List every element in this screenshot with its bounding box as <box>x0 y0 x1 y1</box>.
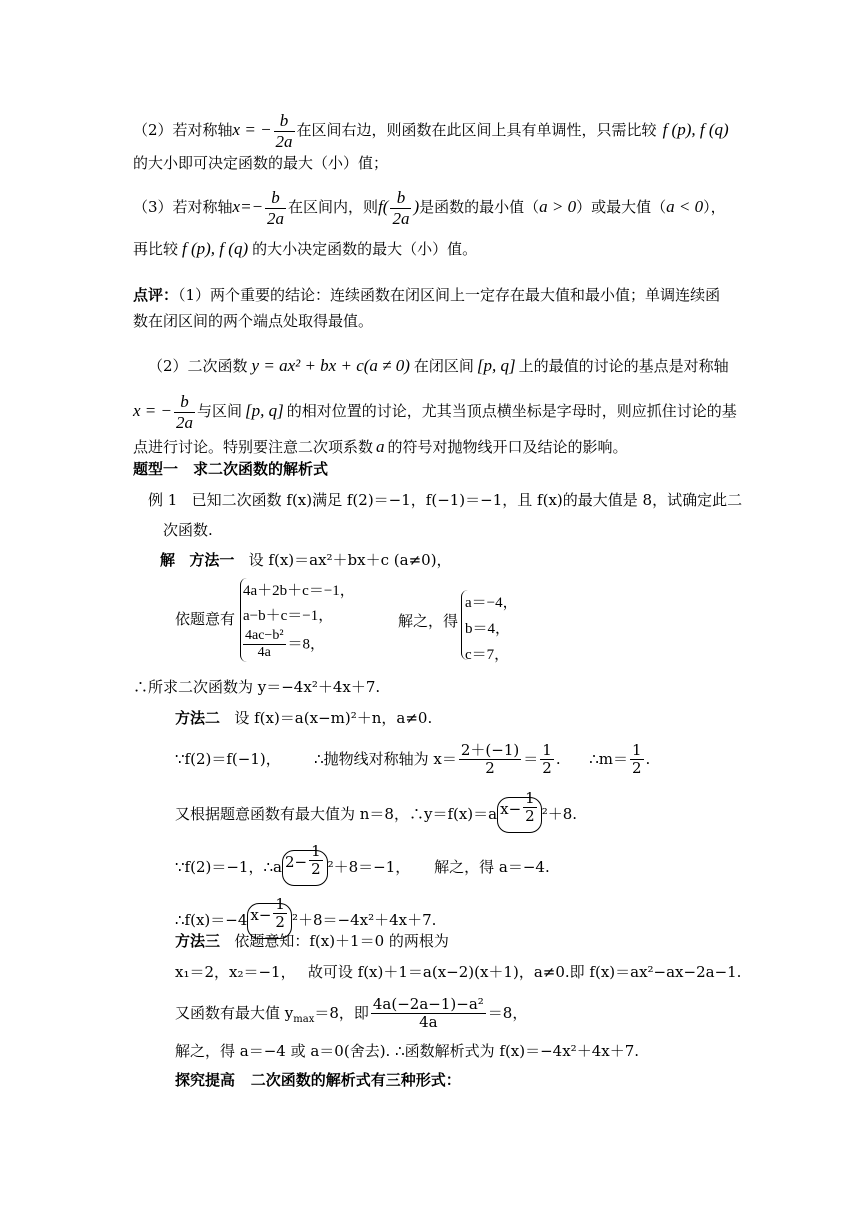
comment-line2: 数在闭区间的两个端点处取得最值。 <box>133 312 374 330</box>
method3-line2: x₁＝2，x₂＝−1， 故可设 f(x)＋1＝a(x−2)(x＋1)，a≠0.即 f(x)＝ax²−ax−2a−1. <box>175 963 742 981</box>
tanjiu-line: 探究提高 二次函数的解析式有三种形式： <box>175 1071 461 1089</box>
example-line2: 次函数. <box>163 521 213 539</box>
method2-line5: ∴f(x)＝−4 x− $\frac{1}{2}$ ²＋8＝−4x²＋4x＋7. <box>175 903 436 939</box>
paren-group: 2− $\frac{1}{2}$ <box>282 850 328 886</box>
method3-line3: 又函数有最大值 $y_{max}=8$，即 $\frac{\text{4a(−2a−1)−a²}}{4a}$ ＝8， <box>175 995 528 1032</box>
p3-line1: （3）若对称轴x=− $\frac{b}{2a}$ 在区间内，则f( $\frac{b}{2a}$ )是函数的最小值（a > 0）或最大值（a < 0）， <box>133 188 726 228</box>
comment-p2-line3: 点进行讨论。特别要注意二次项系数 a 的符号对抛物线开口及结论的影响。 <box>133 437 628 456</box>
comment-p2-line2: x = − $\frac{b}{2a}$ 与区间 [p, q] 的相对位置的讨论，尤其当顶点横坐标是字母时，则应抓住讨论的基 <box>133 392 737 432</box>
yitiyiyou: 依题意有 <box>175 610 236 628</box>
method3-line4: 解之，得 a＝−4 或 a＝0(舍去). ∴函数解析式为 f(x)＝−4x²＋4x＋7. <box>175 1042 640 1060</box>
system-eq1: 4a＋2b＋c＝−1， <box>243 583 355 599</box>
method3-line1: 方法三 依题意知：f(x)＋1＝0 的两根为 <box>175 932 449 950</box>
paren-group: x− $\frac{1}{2}$ <box>247 903 292 939</box>
method1-conclusion: ∴所求二次函数为 y＝−4x²＋4x＋7. <box>133 678 381 696</box>
jiezhi: 解之，得 <box>398 612 459 630</box>
comment-p2-line1: （2）二次函数 y = ax² + bx + c(a ≠ 0) 在闭区间 [p, q] 上的最值的讨论的基点是对称轴 <box>148 356 729 375</box>
result-a: a＝−4， <box>465 595 518 611</box>
p2-line2: 的大小即可决定函数的最大（小）值； <box>133 154 389 172</box>
method2-line2: ∵f(2)＝f(−1)， ∴抛物线对称轴为 x＝ $\frac{2+(-1)}{2}$ ＝ $\frac{1}{2}$ . ∴m＝ $\frac{1}{2}$ . <box>175 741 651 778</box>
result-c: c＝7， <box>465 647 510 663</box>
p2-line1: （2）若对称轴x = − $\frac{b}{2a}$ 在区间右边，则函数在此区间上具有单调性，只需比较 f (p), f (q) <box>133 111 729 151</box>
method2-line1: 方法二 设 f(x)＝a(x−m)²＋n，a≠0. <box>175 709 433 727</box>
result-b: b＝4， <box>465 621 511 637</box>
example-line1: 例 1 已知二次函数 f(x)满足 f(2)＝−1，f(−1)＝−1，且 f(x)的最大值是 8，试确定此二 <box>148 491 743 509</box>
p3-line2: 再比较 f (p), f (q) 的大小决定函数的最大（小）值。 <box>133 239 478 258</box>
method1-line: 解 方法一 设 f(x)＝ax²＋bx＋c (a≠0)， <box>160 551 452 569</box>
system-eq2: a−b＋c＝−1， <box>243 608 334 624</box>
section-heading: 题型一 求二次函数的解析式 <box>133 460 329 478</box>
method2-line4: ∵f(2)＝−1，∴a 2− $\frac{1}{2}$ ²＋8＝−1， 解之，得 a＝−4. <box>175 850 550 886</box>
fraction-b-2a: $\frac{b}{2a}$ <box>275 111 293 151</box>
comment-line1: 点评：（1）两个重要的结论：连续函数在闭区间上一定存在最大值和最小值；单调连续函 <box>133 286 721 304</box>
method2-line3: 又根据题意函数有最大值为 n＝8，∴y＝f(x)＝a x− $\frac{1}{2}$ ²＋8. <box>175 797 577 833</box>
paren-group: x− $\frac{1}{2}$ <box>497 797 542 833</box>
system-eq3: $\frac{\text{4ac−b²}}{4a}$ ＝8， <box>245 628 326 661</box>
